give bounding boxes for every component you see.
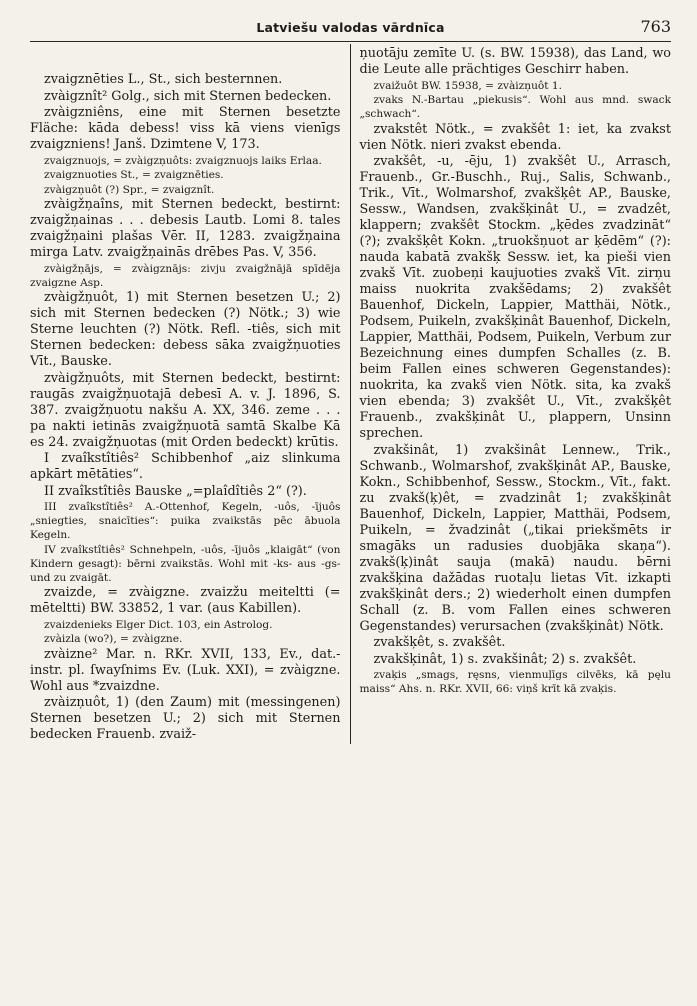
dictionary-entry: II zvaîkstîtiês Bauske „=plaîdîtiês 2“ (?). (44, 483, 307, 499)
left-column (30, 44, 351, 744)
dictionary-entry: zvakšķinât, 1) s. zvakšinât; 2) s. zvakšêt. (373, 651, 637, 667)
dictionary-entry: zvakšinât, 1) zvakšinât Lennew., Trik., Schwanb., Wolmarshof, zvakšķinât AP., Bauske, Kokn., Schibbenhof, Sessw., Stockm., Vīt., fakt. zu zvakš(ķ)êt, = zvadzinât 1; zvakšķinât Bauenhof, Dickeln, Lappier, Matthäi, Podsem, Puikeln, = žvadzinât („tikai priekšmēts ir smagāks un radusies duobjāka skaņa“). zvakš(ķ)inât sauja (makā) naudu. bērni zvakšķina dažādas ruotaļu lietas Vīt. izkapti zvakšķinât ders.; 2) wiederholt einen dumpfen Schall (z. B. vom Fallen eines schweren Gegenstandes) verursachen (zvakšķinât) Nötk. (359, 442, 671, 634)
header-rule (30, 41, 671, 42)
dictionary-entry: zvaizdenieks Elger Dict. 103, ein Astrolog. (44, 618, 273, 631)
dictionary-entry: zvaks N.-Bartau „piekusis“. Wohl aus mnd. swack „schwach“. (359, 94, 671, 120)
dictionary-entry: zvakšêt, -u, -ēju, 1) zvakšêt U., Arrasch, Frauenb., Gr.-Buschh., Ruj., Salis, Schwanb., Trik., Vīt., Wolmarshof, zvakšķêt AP., Bauske, Sessw., Wandsen, zvakšķinât U., = zvadzêt, klappern; zvakšêt Stockm. „ķēdes zvadzināt“ (?); zvakšķêt Kokn. „truokšņuot ar ķēdēm“ (?): nauda kabatā zvakšķ Sessw. iet, ka pieši vien zvakš Vīt. zuobeņi kaujuoties zvakš Vīt. zirņu maiss nuokrita zvakšēdams; 2) zvakšêt Bauenhof, Dickeln, Lappier, Matthäi, Nötk., Podsem, Puikeln, zvakšķinât Bauenhof, Dickeln, Lappier, Matthäi, Podsem, Puikeln, Verbum zur Bezeichnung eines dumpfen Schalles (z. B. beim Fallen eines schweren Gegenstandes): nuokrita, ka zvakš vien Nötk. sita, ka zvakš vien ebenda; 3) zvakšêt U., Vīt., zvakšķêt Frauenb., zvakšķinât U., plappern, Unsinn sprechen. (359, 154, 671, 441)
dictionary-entry: zvàigžņaîns, mit Sternen bedeckt, bestirnt: zvaigžņainas . . . debesis Lautb. Lomi 8. tales zvaigžņaini plašas Vēr. II, 1283. zvaigžņaina mirga Latv. zvaigžņainās drēbes Pas. V, 356. (30, 197, 341, 260)
dictionary-entry: zvàigznît² Golg., sich mit Sternen bedecken. (44, 88, 332, 104)
dictionary-entry: zvàizņuôt, 1) (den Zaum) mit (messingenen) Sternen besetzen U.; 2) sich mit Sternen bedecken Frauenb. zvaiž- (30, 695, 341, 742)
dictionary-entry: zvàizla (wo?), = zvàigzne. (44, 633, 183, 645)
dictionary-entry: zvaigznuojs, = zvàigzņuôts: zvaigznuojs laiks Erlaa. (44, 154, 322, 167)
dictionary-entry: III zvaîkstîtiês² A.-Ottenhof, Kegeln, -uôs, -ījuôs „sniegties, snaicīties“: puika zvaikstās pēc ābuola Kegeln. (30, 501, 341, 541)
dictionary-entry: ņuotāju zemīte U. (s. BW. 15938), das Land, wo die Leute alle prächtiges Geschirr haben. (359, 46, 671, 77)
dictionary-entry: zvàigzņuôt (?) Spr., = zvaigznît. (44, 183, 215, 196)
dictionary-entry: zvakšķêt, s. zvakšêt. (373, 635, 506, 650)
dictionary-entry: zvaigznuoties St., = zvaigznēties. (44, 169, 224, 181)
page-number: 763 (640, 17, 671, 36)
right-column (351, 44, 672, 744)
dictionary-entry: zvaizde, = zvàigzne. zvaizžu meiteltti (= mēteltti) BW. 33852, 1 var. (aus Kabillen). (30, 585, 341, 616)
running-title: Latviešu valodas vārdnīca (256, 20, 445, 35)
dictionary-entry: zvàizne² Mar. n. RKr. XVII, 133, Ev., dat.-instr. pl. ſwayſnims Ev. (Luk. XXI), = zvàigzne. Wohl aus *zvaizdne. (30, 646, 341, 694)
dictionary-entry: zvàigžņuôts, mit Sternen bedeckt, bestirnt: raugās zvaigžņuotajā debesī A. v. J. 1896, S. 387. zvaigžņuotu nakšu A. XX, 346. zeme . . . pa nakti ietinās zvaigžņuotā samtā Skalbe Kā es 24. zvaigžņuotas (mit Orden bedeckt) krūtis. (30, 370, 341, 450)
dictionary-entry: zvàigžņuôt, 1) mit Sternen besetzen U.; 2) sich mit Sternen bedecken (?) Nötk.; 3) wie Sterne leuchten (?) Nötk. Refl. -tiês, sich mit Sternen bedecken: debess sāka zvaigžņuoties Vīt., Bauske. (30, 290, 341, 369)
dictionary-entry: zvaižuôt BW. 15938, = zvàizņuôt 1. (373, 79, 563, 92)
dictionary-entry: zvàigzniêns, eine mit Sternen besetzte Fläche: kāda debess! viss kā viens vienīgs zvaigzniens! Janš. Dzimtene V, 173. (30, 105, 341, 152)
dictionary-entry: I zvaîkstîtiês² Schibbenhof „aiz slinkuma apkārt mētāties“. (30, 451, 341, 482)
dictionary-entry: IV zvaîkstîtiês² Schnehpeln, -uôs, -ījuôs „klaigāt“ (von Kindern gesagt): bērni zvaikstās. Wohl mit -ks- aus -gs- und zu zvaigāt. (30, 543, 341, 584)
dictionary-entry: zvakstêt Nötk., = zvakšêt 1: iet, ka zvakst vien Nötk. nieri zvakst ebenda. (359, 121, 671, 153)
dictionary-entry: zvaigznēties L., St., sich besternnen. (44, 72, 283, 87)
page-header (30, 0, 671, 44)
columns (30, 44, 671, 744)
dictionary-entry: zvaķis „smags, ręsns, vienmuļīgs cilvēks, kā pęlu maiss“ Ahs. n. RKr. XVII, 66: viņš krīt kā zvaķis. (359, 669, 671, 695)
dictionary-entry: zvàigžņājs, = zvàigznājs: zivju zvaigžnājā spīdēja zvaigzne Asp. (30, 262, 341, 289)
